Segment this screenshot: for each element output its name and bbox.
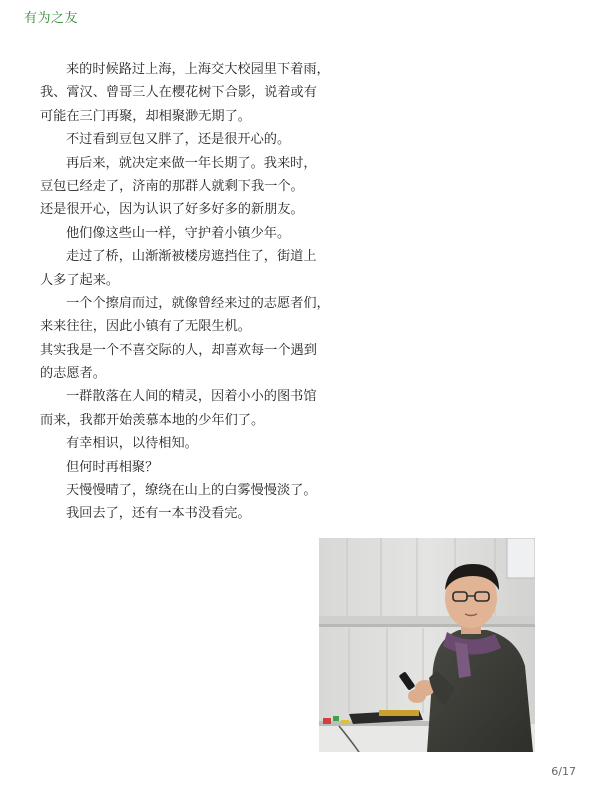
page-header-title: 有为之友: [24, 11, 79, 26]
paragraph-line: 一个个擦肩而过，就像曾经来过的志愿者们，: [66, 295, 330, 311]
volunteer-photo: [319, 538, 535, 752]
paragraph-line: 我回去了，还有一本书没看完。: [66, 506, 251, 522]
article-body: [40, 58, 340, 526]
paragraph-line: 我、霄汉、曾哥三人在樱花树下合影，说着或有: [40, 85, 317, 101]
paragraph-line: 但何时再相聚？: [66, 459, 159, 475]
paragraph-line: 可能在三门再聚，却相聚渺无期了。: [40, 108, 251, 124]
paragraph-line: 人多了起来。: [40, 272, 120, 288]
paragraph-line: 一群散落在人间的精灵，因着小小的图书馆: [66, 389, 317, 405]
paragraph-line: 来来往往，因此小镇有了无限生机。: [40, 319, 251, 335]
paragraph-line: 再后来，就决定来做一年长期了。我来时，: [66, 155, 317, 171]
paragraph-line: 天慢慢晴了，缭绕在山上的白雾慢慢淡了。: [66, 483, 317, 499]
paragraph-line: 还是很开心，因为认识了好多好多的新朋友。: [40, 202, 304, 218]
paragraph-line: 他们像这些山一样，守护着小镇少年。: [66, 225, 291, 241]
paragraph-line: 有幸相识，以待相知。: [66, 436, 198, 452]
paragraph-line: 其实我是一个不喜交际的人，却喜欢每一个遇到: [40, 342, 317, 358]
paragraph-line: 走过了桥，山渐渐被楼房遮挡住了，街道上: [66, 249, 317, 265]
paragraph-line: 而来，我都开始羡慕本地的少年们了。: [40, 412, 265, 428]
page-number: 6/17: [551, 765, 576, 778]
paragraph-line: 的志愿者。: [40, 366, 106, 382]
paragraph-line: 豆包已经走了，济南的那群人就剩下我一个。: [40, 178, 304, 194]
paragraph-line: 不过看到豆包又胖了，还是很开心的。: [66, 132, 291, 148]
paragraph-line: 来的时候路过上海，上海交大校园里下着雨，: [66, 62, 330, 77]
